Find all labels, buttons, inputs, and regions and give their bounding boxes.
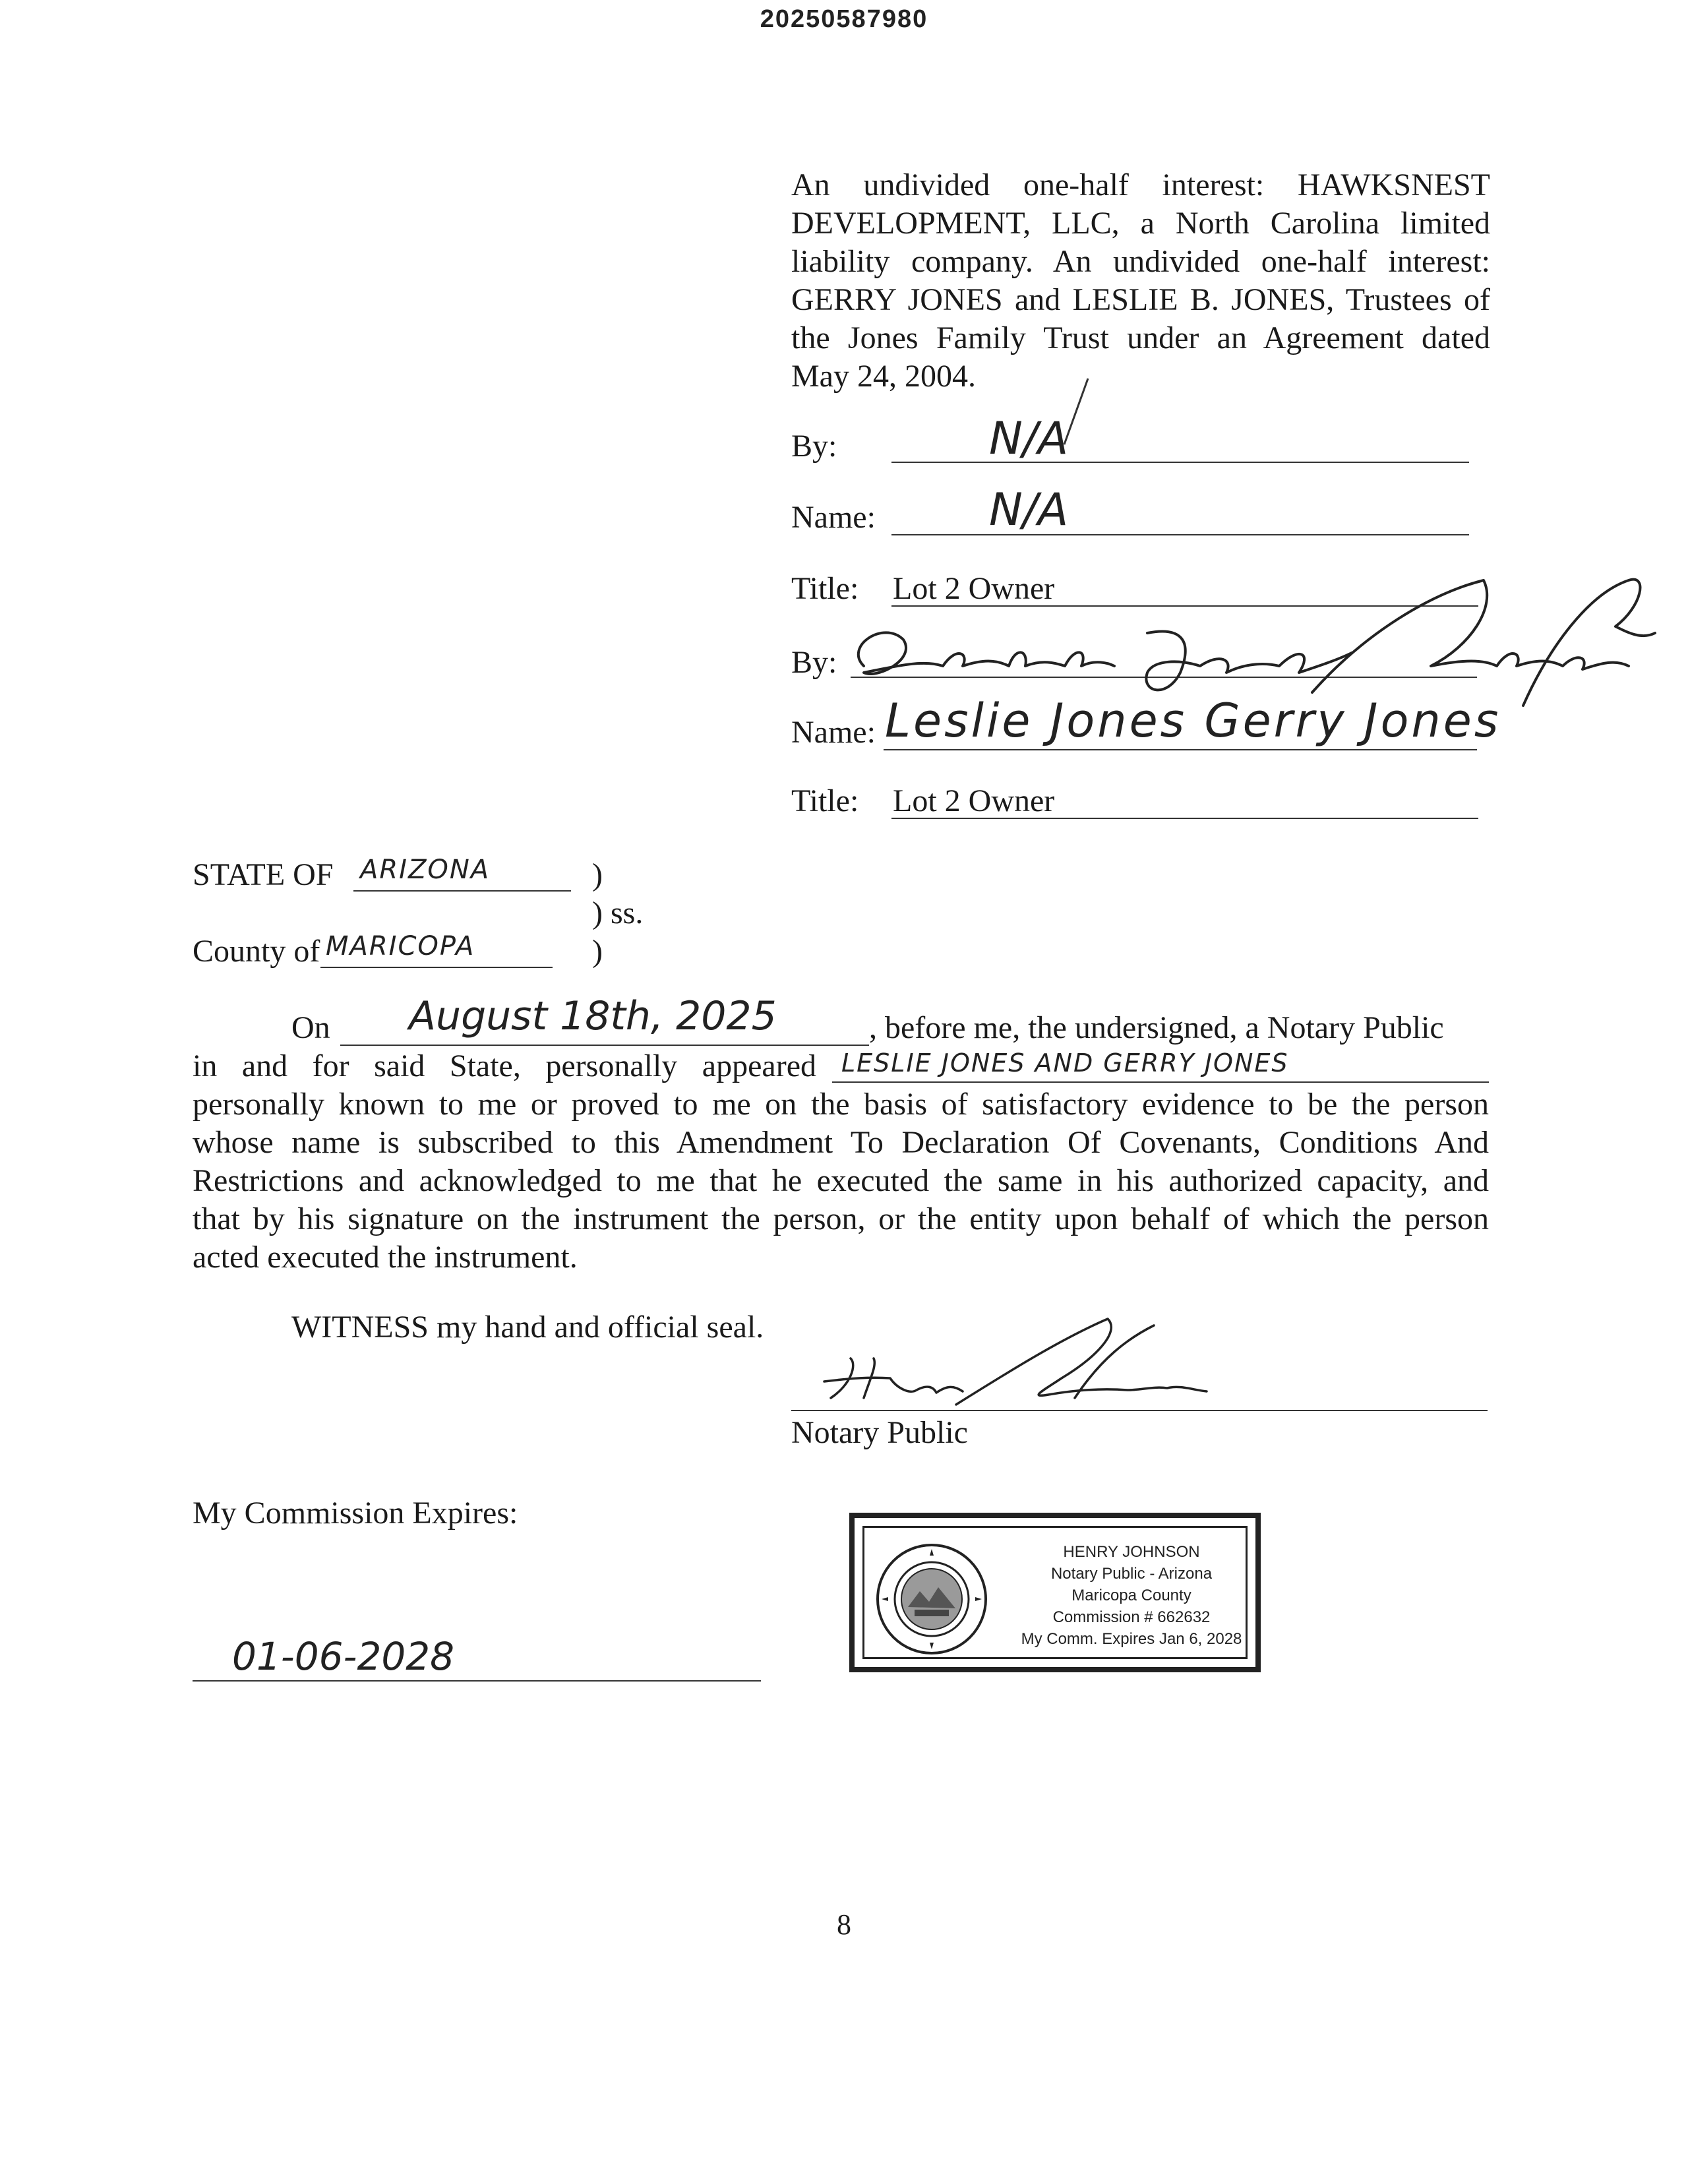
notary-signature-line	[791, 1410, 1488, 1411]
commission-label: My Commission Expires:	[193, 1496, 518, 1531]
ack-body	[193, 1085, 1489, 1277]
witness-clause: WITNESS my hand and official seal.	[291, 1310, 764, 1345]
by-value: N/A	[989, 413, 1069, 465]
notary-signature	[811, 1312, 1233, 1418]
page-number: 8	[837, 1908, 851, 1941]
venue-paren: )	[592, 857, 603, 892]
date-line	[340, 1045, 869, 1046]
grantor-line: GERRY JONES and LESLIE B. JONES, Trustees of	[791, 282, 1490, 317]
title-label: Title:	[791, 783, 859, 818]
name-value: N/A	[989, 484, 1069, 536]
seal-border	[862, 1526, 1248, 1659]
state-value: ARIZONA	[360, 855, 491, 885]
name-signature-line	[891, 534, 1469, 535]
state-line	[353, 890, 571, 892]
title-label: Title:	[791, 571, 859, 606]
name-label: Name:	[791, 500, 876, 535]
title-value: Lot 2 Owner	[893, 571, 1055, 606]
ack-line2-start: in and for said State, personally appeared	[193, 1048, 816, 1083]
seal-line: Commission # 662632	[1052, 1608, 1211, 1626]
title-signature-line	[891, 818, 1478, 819]
document-number: 20250587980	[760, 5, 928, 33]
name-value: Leslie Jones Gerry Jones	[885, 694, 1501, 748]
county-label: County of	[193, 934, 320, 969]
grantor-line: liability company. An undivided one-half interest:	[791, 244, 1490, 279]
seal-line: HENRY JOHNSON	[1063, 1543, 1200, 1561]
ack-appeared-value: LESLIE JONES AND GERRY JONES	[841, 1048, 1289, 1077]
on-label: On	[291, 1010, 330, 1045]
county-line	[320, 967, 553, 968]
ack-body-line: that by his signature on the instrument the person, or the entity upon behalf of which the person	[193, 1201, 1489, 1236]
seal-line: My Comm. Expires Jan 6, 2028	[1021, 1630, 1242, 1648]
state-label: STATE OF	[193, 857, 334, 892]
venue-ss: ) ss.	[592, 895, 644, 930]
notary-public-label: Notary Public	[791, 1415, 968, 1450]
seal-text-block	[1003, 1541, 1260, 1650]
commission-line	[193, 1680, 761, 1682]
grantor-description	[791, 166, 1490, 396]
ack-body-line: acted executed the instrument.	[193, 1240, 578, 1275]
grantor-line: May 24, 2004.	[791, 359, 976, 394]
great-seal-emblem-icon	[874, 1541, 990, 1657]
ack-body-line: personally known to me or proved to me on the basis of satisfactory evidence to be the person	[193, 1087, 1489, 1122]
grantor-line: An undivided one-half interest: HAWKSNEST	[791, 167, 1490, 202]
grantor-line: DEVELOPMENT, LLC, a North Carolina limited	[791, 206, 1490, 241]
ack-body-line: Restrictions and acknowledged to me that he executed the same in his authorized capacity, and	[193, 1163, 1489, 1198]
ack-body-line: whose name is subscribed to this Amendment To Declaration Of Covenants, Conditions And	[193, 1125, 1489, 1160]
seal-line: Notary Public - Arizona	[1050, 1565, 1213, 1583]
name-label: Name:	[791, 715, 876, 750]
name-signature-line	[884, 749, 1477, 750]
notary-seal-stamp	[849, 1513, 1261, 1672]
county-value: MARICOPA	[326, 931, 475, 961]
by-signature-line	[891, 462, 1469, 463]
grantor-line: the Jones Family Trust under an Agreement dated	[791, 320, 1490, 355]
ack-date-value: August 18th, 2025	[409, 993, 777, 1039]
by-label: By:	[791, 429, 837, 464]
venue-paren: )	[592, 934, 603, 969]
ack-after-date: , before me, the undersigned, a Notary Public	[869, 1010, 1444, 1045]
seal-line: Maricopa County	[1071, 1587, 1191, 1604]
appeared-line	[832, 1081, 1489, 1083]
by-label: By:	[791, 645, 837, 680]
commission-value: 01-06-2028	[232, 1634, 455, 1679]
title-value: Lot 2 Owner	[893, 783, 1055, 818]
